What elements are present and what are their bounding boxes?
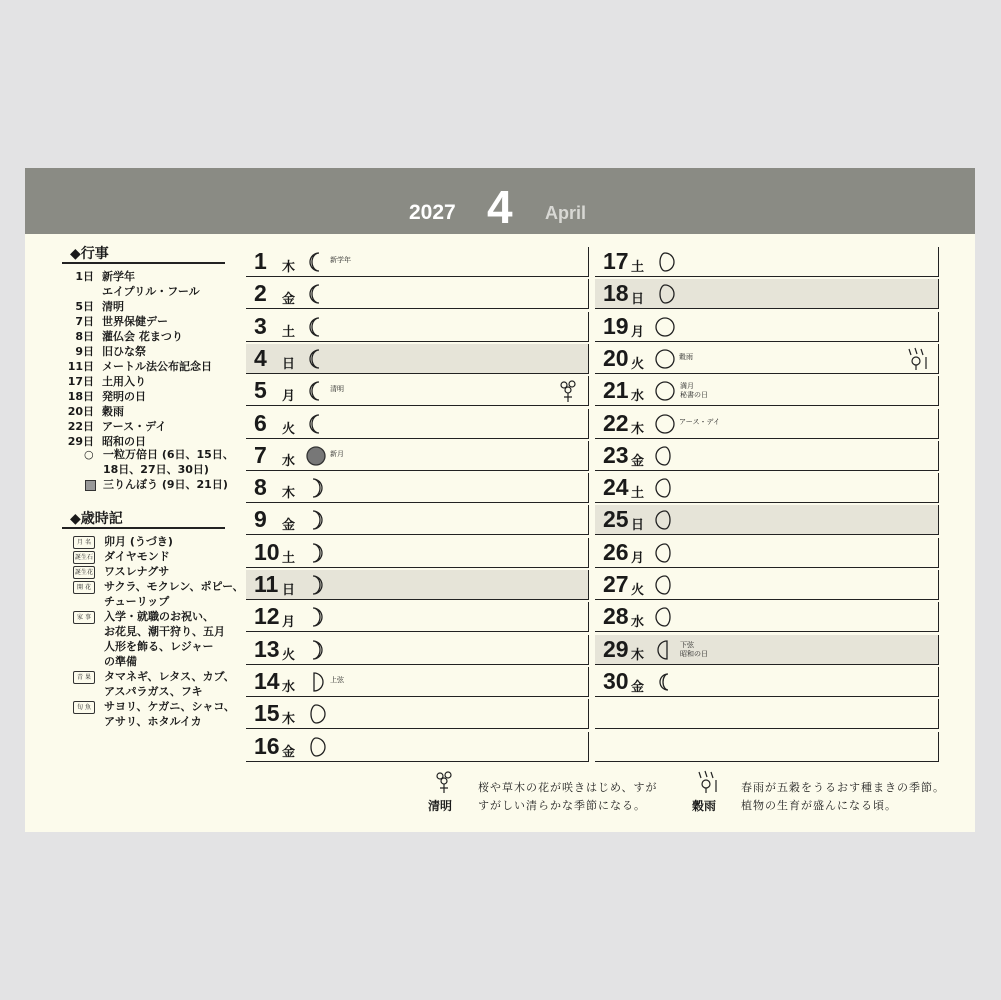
weekday-label: 土: [631, 486, 645, 502]
event-text: 清明: [102, 300, 124, 313]
day-note: [680, 382, 708, 400]
day-row: [246, 635, 589, 665]
weekday-label: 金: [631, 679, 645, 695]
saijiki-rule: [62, 527, 225, 529]
day-number: 19: [603, 312, 629, 339]
gibbous-moon-icon: [655, 283, 675, 305]
footer-left-label: 清明: [428, 799, 453, 813]
weekday-label: 月: [282, 615, 296, 631]
event-text: メートル法公布記念日: [102, 360, 212, 373]
event-item: [64, 359, 264, 374]
weekday-label: 月: [631, 550, 645, 566]
footer-left-text1: 桜や草木の花が咲きはじめ、すが: [478, 781, 658, 794]
event-day: 22日: [67, 420, 94, 433]
weekday-label: 火: [282, 647, 296, 663]
event-item: [64, 284, 264, 299]
rain-icon: [696, 770, 722, 794]
weekday-label: 月: [282, 389, 296, 405]
saijiki-line: ダイヤモンド: [104, 550, 170, 563]
day-number: 7: [254, 441, 267, 468]
flower-icon: [556, 379, 582, 403]
event-day: 17日: [67, 375, 94, 388]
circle-mark-icon: ○: [84, 448, 94, 461]
day-row: [595, 312, 939, 342]
month-header: [25, 168, 975, 234]
weekday-label: 日: [282, 356, 296, 372]
day-row: [246, 441, 589, 471]
crescent-moon-icon: [655, 671, 675, 693]
day-row: [595, 635, 939, 665]
saijiki-tag: 青 果: [73, 671, 95, 684]
weekday-label: 木: [282, 712, 296, 728]
saijiki-line: 人形を飾る、レジャー: [104, 640, 214, 653]
event-day: 20日: [67, 405, 94, 418]
year-label: 2027: [409, 201, 456, 224]
rain-icon: [906, 347, 932, 371]
weekday-label: 日: [631, 518, 645, 534]
weekday-label: 木: [631, 421, 645, 437]
weekday-label: 金: [631, 453, 645, 469]
weekday-label: 水: [631, 615, 645, 631]
day-note: 清明: [330, 385, 344, 394]
crescent-moon-icon: [306, 574, 326, 596]
day-number: 21: [603, 377, 629, 404]
event-day: 5日: [75, 300, 94, 313]
day-row: [246, 732, 589, 762]
event-item: [64, 344, 264, 359]
event-item: [64, 374, 264, 389]
day-row: [246, 699, 589, 729]
day-row: [595, 538, 939, 568]
day-row: [595, 505, 939, 535]
event-text: 世界保健デー: [102, 315, 168, 328]
day-row: [595, 279, 939, 309]
last-quarter-moon-icon: [655, 639, 675, 661]
saijiki-line: アスパラガス、フキ: [104, 685, 203, 698]
event-text: 昭和の日: [102, 435, 146, 448]
events-title: ◆行事: [70, 246, 109, 262]
day-number: 27: [603, 571, 629, 597]
day-row: [246, 473, 589, 503]
day-number: 10: [254, 538, 280, 565]
saijiki-line: アサリ、ホタルイカ: [104, 715, 202, 728]
day-row: [246, 570, 589, 600]
gibbous-moon-icon: [655, 574, 675, 596]
event-day: 1日: [75, 270, 94, 283]
saijiki-title: ◆歳時記: [70, 511, 123, 527]
saijiki-tag: 誕生花: [73, 566, 95, 579]
gibbous-moon-icon: [655, 606, 675, 628]
day-number: 8: [254, 474, 267, 501]
day-number: 26: [603, 538, 629, 565]
gibbous-moon-icon: [655, 477, 675, 499]
weekday-label: 火: [631, 356, 645, 372]
saijiki-line: の準備: [104, 655, 137, 668]
saijiki-text: [104, 579, 264, 609]
day-note: アース・デイ: [679, 417, 720, 426]
weekday-label: 火: [631, 583, 645, 598]
weekday-label: 日: [631, 292, 645, 308]
event-item: [64, 314, 264, 329]
saijiki-line: 卯月 (うづき): [104, 535, 173, 548]
weekday-label: 月: [631, 324, 645, 340]
day-number: 4: [254, 344, 267, 371]
event-text: 旧ひな祭: [102, 345, 146, 358]
day-row: [246, 409, 589, 439]
day-row: [595, 441, 939, 471]
day-number: 6: [254, 409, 267, 436]
saijiki-line: ワスレナグサ: [104, 565, 170, 578]
day-row: [246, 376, 589, 406]
saijiki-text: [104, 609, 264, 669]
day-number: 2: [254, 280, 267, 307]
saijiki-text: [104, 534, 264, 549]
saijiki-text: [104, 549, 264, 564]
new-moon-icon: [306, 445, 326, 467]
saijiki-line: チューリップ: [104, 595, 170, 608]
weekday-label: 土: [282, 550, 296, 566]
saijiki-line: サクラ、モクレン、ポピー、: [104, 580, 244, 593]
weekday-label: 水: [282, 679, 296, 695]
day-number: 24: [603, 474, 629, 501]
day-row: [595, 344, 939, 374]
saijiki-text: [104, 564, 264, 579]
crescent-moon-icon: [306, 509, 326, 531]
event-text: 穀雨: [102, 405, 124, 418]
crescent-moon-icon: [306, 606, 326, 628]
event-day: 9日: [75, 345, 94, 358]
weekday-label: 水: [631, 389, 645, 405]
day-note: 新月: [330, 449, 344, 458]
event-day: 7日: [75, 315, 94, 328]
day-note-line1: 下弦: [680, 640, 694, 649]
day-number: 9: [254, 506, 267, 533]
saijiki-line: 入学・就職のお祝い、: [104, 610, 214, 623]
saijiki-tag: 旬 魚: [73, 701, 95, 714]
day-row: [246, 602, 589, 632]
event-text: 発明の日: [102, 390, 146, 403]
event-text: アース・デイ: [102, 420, 167, 433]
crescent-moon-icon: [306, 348, 326, 370]
footer-right-text2: 植物の生育が盛んになる頃。: [741, 799, 897, 812]
sanrinbo-square-icon: [85, 480, 96, 491]
day-number: 5: [254, 377, 267, 404]
event-item: [64, 269, 264, 284]
saijiki-tag: 開 花: [73, 581, 95, 594]
day-number: 25: [603, 506, 629, 533]
event-item: [64, 419, 264, 434]
day-number: 14: [254, 667, 280, 694]
event-text: 新学年: [102, 270, 135, 283]
crescent-moon-icon: [306, 283, 326, 305]
weekday-label: 火: [282, 421, 296, 437]
event-text: 灌仏会 花まつり: [102, 330, 183, 343]
weekday-label: 水: [282, 453, 296, 469]
footer-right-label: 穀雨: [692, 799, 717, 813]
day-row: [246, 344, 589, 374]
day-row: [595, 570, 939, 600]
day-number: 3: [254, 312, 267, 339]
day-row: [595, 247, 939, 277]
crescent-moon-icon: [306, 316, 326, 338]
gibbous-moon-icon: [655, 509, 675, 531]
weekday-label: 金: [282, 744, 296, 760]
weekday-label: 日: [282, 583, 296, 598]
day-number: 16: [254, 732, 280, 759]
gibbous-moon-icon: [655, 251, 675, 273]
day-number: 11: [254, 571, 279, 597]
day-number: 17: [603, 248, 629, 274]
full-moon-icon: [655, 413, 675, 435]
event-day: 8日: [75, 330, 94, 343]
day-note: [680, 641, 708, 659]
sanrinbo-text: 三りんぼう (9日、21日): [103, 478, 228, 491]
day-note-line2: 秘書の日: [680, 391, 708, 400]
day-row: [246, 247, 589, 277]
day-row: [246, 667, 589, 697]
saijiki-tag: 家 事: [73, 611, 95, 624]
weekday-label: 金: [282, 292, 296, 308]
crescent-moon-icon: [306, 477, 326, 499]
day-row: [246, 279, 589, 309]
event-text: 土用入り: [102, 375, 146, 388]
event-item: [64, 299, 264, 314]
day-number: 20: [603, 344, 629, 371]
gibbous-moon-icon: [306, 703, 326, 725]
saijiki-tag: 誕生石: [73, 551, 95, 564]
events-rule: [62, 262, 225, 264]
saijiki-tag: 月 名: [73, 536, 95, 549]
day-number: 18: [603, 280, 629, 307]
crescent-moon-icon: [306, 413, 326, 435]
weekday-label: 金: [282, 518, 296, 534]
day-note: 上弦: [330, 675, 344, 684]
event-text: エイプリル・フール: [102, 285, 200, 298]
crescent-moon-icon: [306, 380, 326, 402]
day-number: 1: [254, 248, 267, 274]
weekday-label: 土: [282, 324, 296, 340]
day-row: [595, 732, 939, 762]
day-row: [246, 312, 589, 342]
day-number: 29: [603, 635, 629, 662]
day-row: [595, 602, 939, 632]
day-row: [595, 667, 939, 697]
saijiki-text: [104, 699, 264, 729]
day-row: [595, 699, 939, 729]
full-moon-icon: [655, 316, 675, 338]
day-note-line1: 満月: [680, 382, 694, 391]
day-number: 28: [603, 603, 629, 630]
day-number: 23: [603, 441, 629, 468]
day-note: 穀雨: [679, 352, 693, 361]
day-number: 12: [254, 603, 280, 630]
footer-left-text2: すがしい清らかな季節になる。: [478, 799, 646, 812]
weekday-label: 木: [282, 486, 296, 502]
ichiryu-line2: 18日、27日、30日): [103, 463, 209, 476]
event-item: [64, 329, 264, 344]
first-quarter-moon-icon: [306, 671, 326, 693]
footer-right-text1: 春雨が五穀をうるおす種まきの季節。: [741, 781, 945, 794]
full-moon-icon: [655, 348, 675, 370]
day-number: 30: [603, 667, 629, 694]
ichiryu-line1: 一粒万倍日 (6日、15日、: [103, 448, 234, 461]
gibbous-moon-icon: [655, 542, 675, 564]
crescent-moon-icon: [306, 251, 326, 273]
event-item: [64, 389, 264, 404]
gibbous-moon-icon: [306, 736, 326, 758]
flower-icon: [432, 770, 458, 794]
month-number: 4: [487, 181, 513, 233]
day-number: 13: [254, 635, 280, 662]
crescent-moon-icon: [306, 542, 326, 564]
day-row: [246, 505, 589, 535]
weekday-label: 木: [282, 260, 296, 275]
day-row: [595, 409, 939, 439]
full-moon-icon: [655, 380, 675, 402]
day-row: [595, 376, 939, 406]
day-number: 22: [603, 409, 629, 436]
month-name: April: [545, 203, 587, 223]
event-day: 29日: [67, 435, 94, 448]
event-day: 11日: [67, 360, 94, 373]
weekday-label: 木: [631, 647, 645, 663]
saijiki-text: [104, 669, 264, 699]
day-number: 15: [254, 700, 280, 727]
day-row: [246, 538, 589, 568]
day-row: [595, 473, 939, 503]
day-note-line2: 昭和の日: [680, 649, 708, 658]
saijiki-line: お花見、潮干狩り、五月: [104, 625, 225, 638]
weekday-label: 土: [631, 260, 645, 275]
crescent-moon-icon: [306, 639, 326, 661]
gibbous-moon-icon: [655, 445, 675, 467]
event-day: 18日: [67, 390, 94, 403]
event-item: [64, 404, 264, 419]
saijiki-line: サヨリ、ケガニ、シャコ、: [104, 700, 235, 713]
day-note: 新学年: [330, 256, 351, 264]
saijiki-line: タマネギ、レタス、カブ、: [104, 670, 235, 683]
